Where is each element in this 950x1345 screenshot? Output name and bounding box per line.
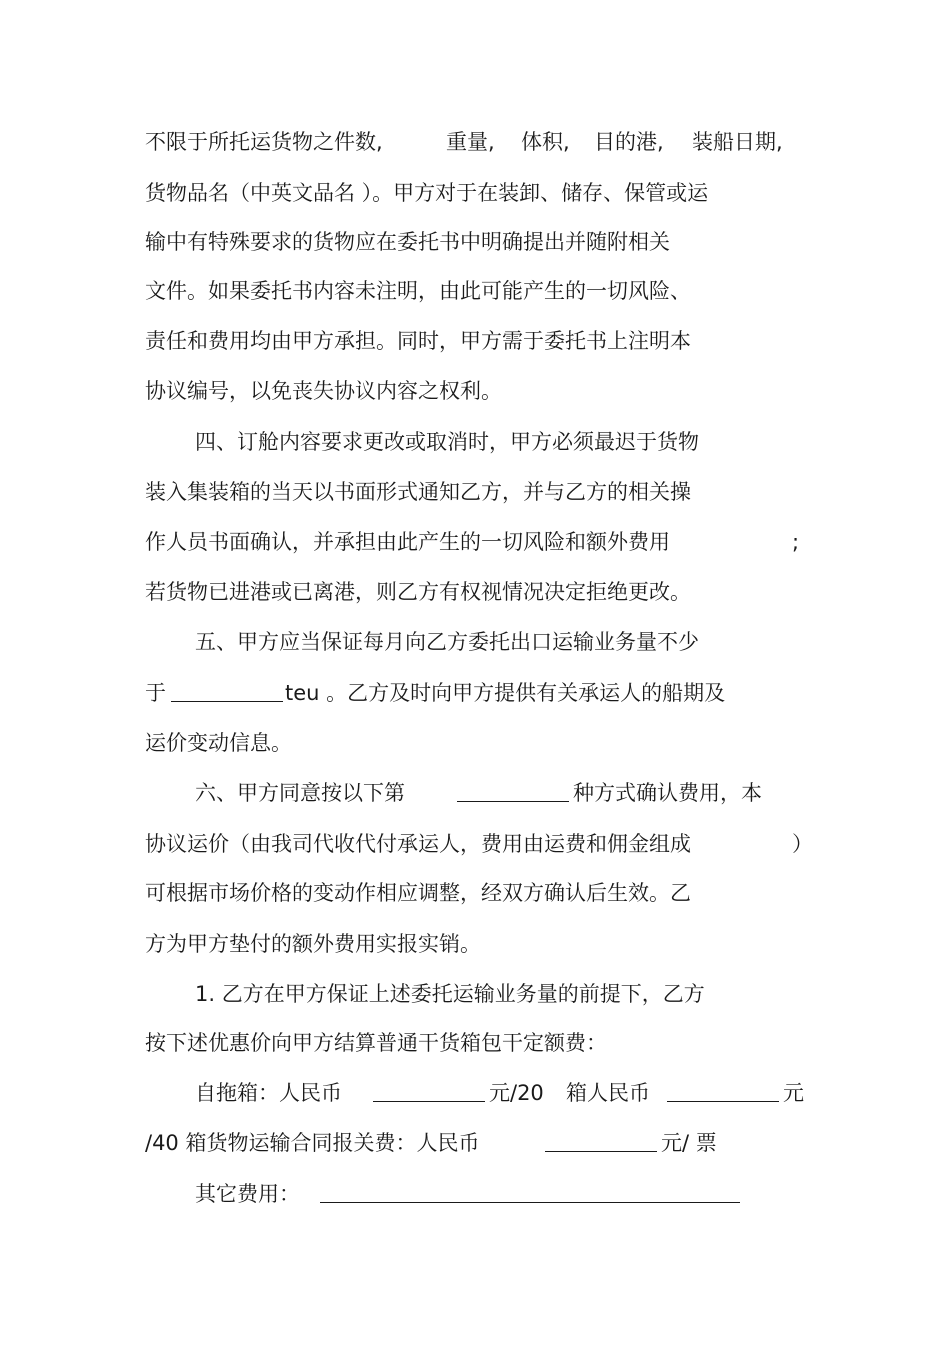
text-segment: teu 。乙方及时向甲方提供有关承运人的船期及 bbox=[285, 681, 726, 705]
price-40-blank[interactable] bbox=[667, 1079, 779, 1107]
text-segment: 不限于所托运货物之件数, bbox=[145, 130, 383, 154]
text-segment: 元/ 票 bbox=[661, 1131, 717, 1155]
text-segment: 其它费用： bbox=[195, 1182, 300, 1206]
text-segment: 按下述优惠价向甲方结算普通干货箱包干定额费： bbox=[145, 1031, 607, 1055]
text-segment: 作人员书面确认，并承担由此产生的一切风险和额外费用 bbox=[145, 530, 670, 554]
text-segment: 元 bbox=[783, 1081, 804, 1105]
text-segment: 重量, bbox=[446, 130, 495, 154]
text-segment: 协议编号，以免丧失协议内容之权利。 bbox=[145, 379, 502, 403]
price-20-blank[interactable] bbox=[373, 1079, 485, 1107]
text-segment: 种方式确认费用，本 bbox=[573, 781, 762, 805]
text-segment: 输中有特殊要求的货物应在委托书中明确提出并随附相关 bbox=[145, 230, 670, 254]
text-segment: 1. 乙方在甲方保证上述委托运输业务量的前提下，乙方 bbox=[195, 982, 705, 1006]
text-segment: 装入集装箱的当天以书面形式通知乙方，并与乙方的相关操 bbox=[145, 480, 691, 504]
text-segment: 责任和费用均由甲方承担。同时，甲方需于委托书上注明本 bbox=[145, 329, 691, 353]
text-segment: 六、甲方同意按以下第 bbox=[195, 781, 405, 805]
text-segment: 自拖箱：人民币 bbox=[195, 1081, 342, 1105]
text-segment: 目的港, bbox=[594, 130, 664, 154]
text-segment: 五、甲方应当保证每月向乙方委托出口运输业务量不少 bbox=[195, 630, 699, 654]
text-segment: 文件。如果委托书内容未注明，由此可能产生的一切风险、 bbox=[145, 279, 691, 303]
text-segment: 可根据市场价格的变动作相应调整，经双方确认后生效。乙 bbox=[145, 881, 691, 905]
text-segment: 运价变动信息。 bbox=[145, 731, 292, 755]
text-segment: 四、订舱内容要求更改或取消时，甲方必须最迟于货物 bbox=[195, 430, 699, 454]
monthly-volume-blank[interactable] bbox=[171, 679, 283, 707]
text-segment: 协议运价（由我司代收代付承运人，费用由运费和佣金组成 bbox=[145, 832, 691, 856]
text-segment: 元/20 bbox=[489, 1081, 544, 1105]
fee-method-blank[interactable] bbox=[457, 779, 569, 807]
text-segment: 体积, bbox=[521, 130, 570, 154]
text-segment: 装船日期, bbox=[692, 130, 783, 154]
other-fees-blank[interactable] bbox=[320, 1180, 740, 1208]
text-segment: ; bbox=[792, 530, 800, 554]
text-segment: 于 bbox=[145, 681, 166, 705]
text-segment: ） bbox=[792, 832, 813, 856]
text-segment: 方为甲方垫付的额外费用实报实销。 bbox=[145, 932, 481, 956]
text-segment: 箱人民币 bbox=[566, 1081, 650, 1105]
customs-fee-blank[interactable] bbox=[545, 1129, 657, 1157]
text-segment: 若货物已进港或已离港，则乙方有权视情况决定拒绝更改。 bbox=[145, 580, 691, 604]
text-segment: /40 箱货物运输合同报关费：人民币 bbox=[145, 1131, 480, 1155]
text-segment: 货物品名（中英文品名 ）。甲方对于在装卸、储存、保管或运 bbox=[145, 181, 709, 205]
